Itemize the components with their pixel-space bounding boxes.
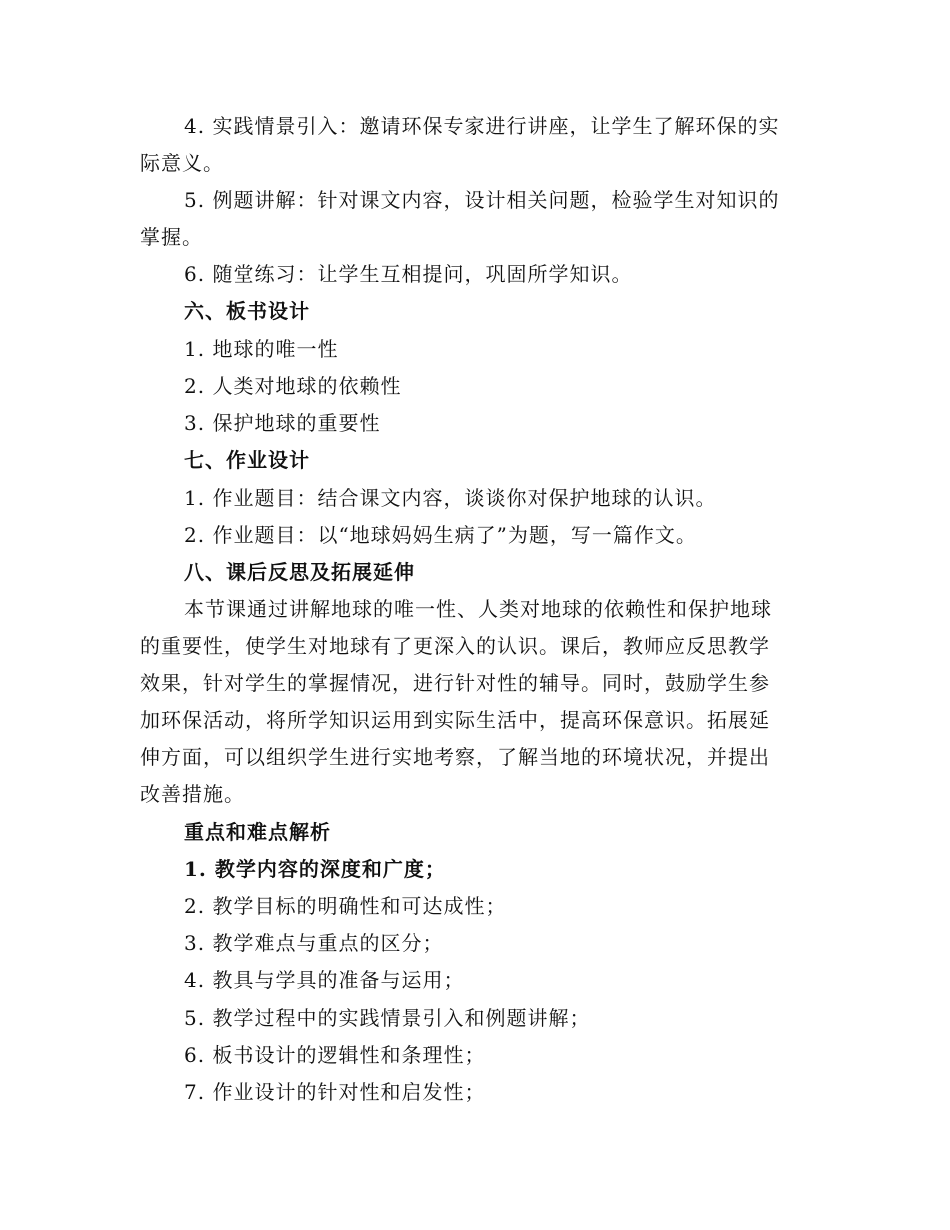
reflection-paragraph-line-1: 本节课通过讲解地球的唯一性、人类对地球的依赖性和保护地球 [184,597,772,621]
section-heading-key-difficulties: 重点和难点解析 [184,820,331,844]
board-design-item-2: 2. 人类对地球的依赖性 [184,374,402,398]
practice-item-4-line-1: 4. 实践情景引入：邀请环保专家进行讲座，让学生了解环保的实 [184,114,780,138]
analysis-item-4: 4. 教具与学具的准备与运用； [184,968,465,992]
analysis-item-2: 2. 教学目标的明确性和可达成性； [184,894,507,918]
analysis-item-3: 3. 教学难点与重点的区分； [184,931,444,955]
reflection-paragraph-line-3: 效果，针对学生的掌握情况，进行针对性的辅导。同时，鼓励学生参 [140,671,770,695]
analysis-item-5: 5. 教学过程中的实践情景引入和例题讲解； [184,1006,591,1030]
practice-item-6: 6. 随堂练习：让学生互相提问，巩固所学知识。 [184,262,633,286]
reflection-paragraph-line-4: 加环保活动，将所学知识运用到实际生活中，提高环保意识。拓展延 [140,708,770,732]
section-heading-homework-design: 七、作业设计 [184,448,310,472]
board-design-item-3: 3. 保护地球的重要性 [184,411,381,435]
analysis-item-6: 6. 板书设计的逻辑性和条理性； [184,1043,486,1067]
board-design-item-1: 1. 地球的唯一性 [184,337,339,361]
reflection-paragraph-line-2: 的重要性，使学生对地球有了更深入的认识。课后，教师应反思教学 [140,634,770,658]
section-heading-reflection: 八、课后反思及拓展延伸 [184,560,415,584]
analysis-item-1: 1. 教学内容的深度和广度； [184,857,446,881]
practice-item-4-line-2: 际意义。 [140,151,224,175]
practice-item-5-line-1: 5. 例题讲解：针对课文内容，设计相关问题，检验学生对知识的 [184,188,780,212]
section-heading-board-design: 六、板书设计 [184,299,310,323]
reflection-paragraph-line-5: 伸方面，可以组织学生进行实地考察，了解当地的环境状况，并提出 [140,745,770,769]
analysis-item-7: 7. 作业设计的针对性和启发性； [184,1080,486,1104]
homework-item-1: 1. 作业题目：结合课文内容，谈谈你对保护地球的认识。 [184,486,717,510]
reflection-paragraph-line-6: 改善措施。 [140,782,245,806]
practice-item-5-line-2: 掌握。 [140,225,203,249]
homework-item-2: 2. 作业题目：以“地球妈妈生病了”为题，写一篇作文。 [184,523,697,547]
